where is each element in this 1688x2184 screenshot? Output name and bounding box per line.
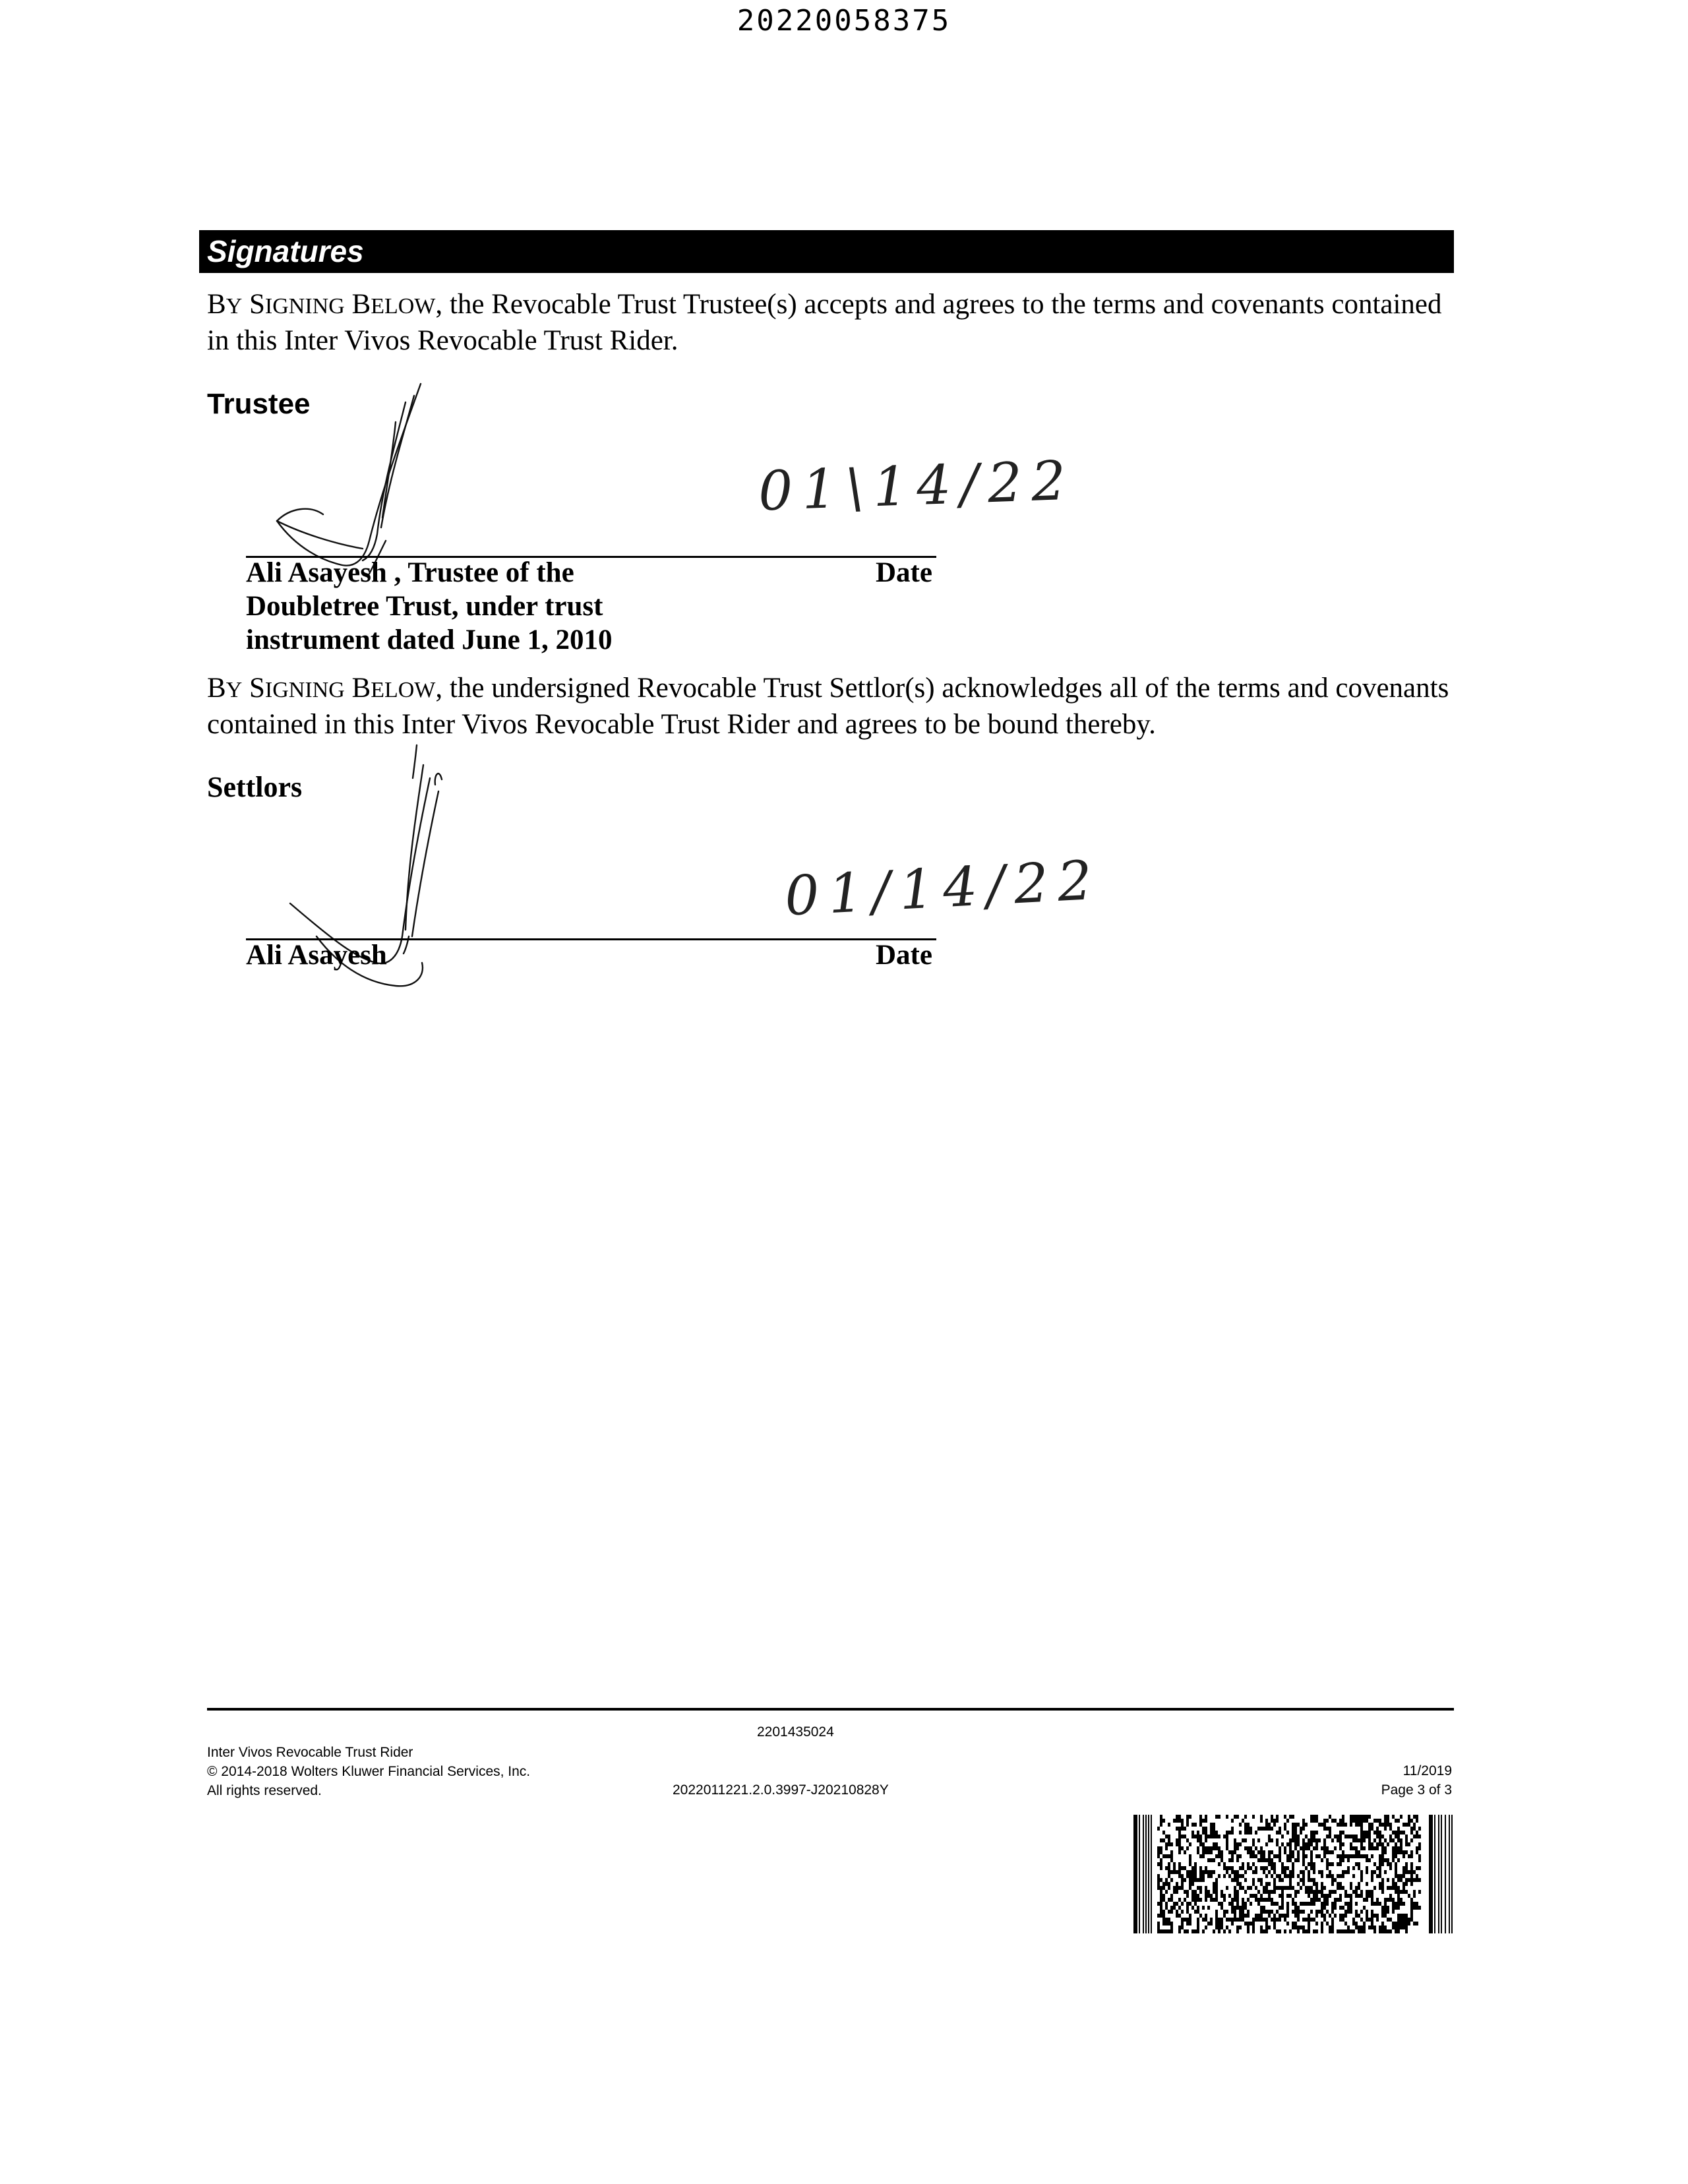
footer-form-info [207, 1743, 530, 1800]
footer-page-number: Page 3 of 3 [1381, 1782, 1452, 1798]
trustee-acceptance-paragraph: BY SIGNING BELOW, the Revocable Trust Trustee(s) accepts and agrees to the terms and covenants contained in this Inter Vivos Revocable Trust Rider. [207, 289, 1442, 356]
footer-revision: 11/2019 [1402, 1763, 1452, 1778]
trustee-signature [264, 376, 462, 574]
settlors-label: Settlors [207, 771, 303, 803]
settlor-signer-name: Ali Asayesh [246, 940, 387, 971]
trustee-handwritten-date: 01\14/22 [757, 449, 1076, 524]
footer-rule [207, 1708, 1454, 1711]
document-barcode [1133, 1815, 1454, 1933]
trustee-label: Trustee [207, 388, 311, 420]
section-title: Signatures [207, 234, 364, 268]
footer-form-code: 2022011221.2.0.3997-J20210828Y [673, 1782, 889, 1798]
trustee-date-label: Date [876, 557, 932, 588]
settlor-date-label: Date [876, 940, 932, 971]
settlor-acknowledgement-paragraph: BY SIGNING BELOW, the undersigned Revocable Trust Settlor(s) acknowledges all of the terms and covenants contained in this Inter Vivos Revocable Trust Rider and agrees to be bound thereby. [207, 673, 1449, 740]
trustee-signer-name: Ali Asayesh , Trustee of the Doubletree Trust, under trust instrument dated June 1, 2010 [246, 557, 613, 655]
settlor-handwritten-date: 01/14/22 [783, 849, 1103, 928]
footer-form-name: Inter Vivos Revocable Trust Rider [207, 1745, 413, 1760]
footer-loan-number: 2201435024 [757, 1724, 834, 1740]
footer-copyright: © 2014-2018 Wolters Kluwer Financial Services, Inc. [207, 1764, 531, 1779]
footer-revision-info [1306, 1761, 1452, 1800]
document-number: 20220058375 [737, 4, 951, 38]
section-header-bar [199, 230, 1454, 273]
footer-rights: All rights reserved. [207, 1783, 322, 1798]
